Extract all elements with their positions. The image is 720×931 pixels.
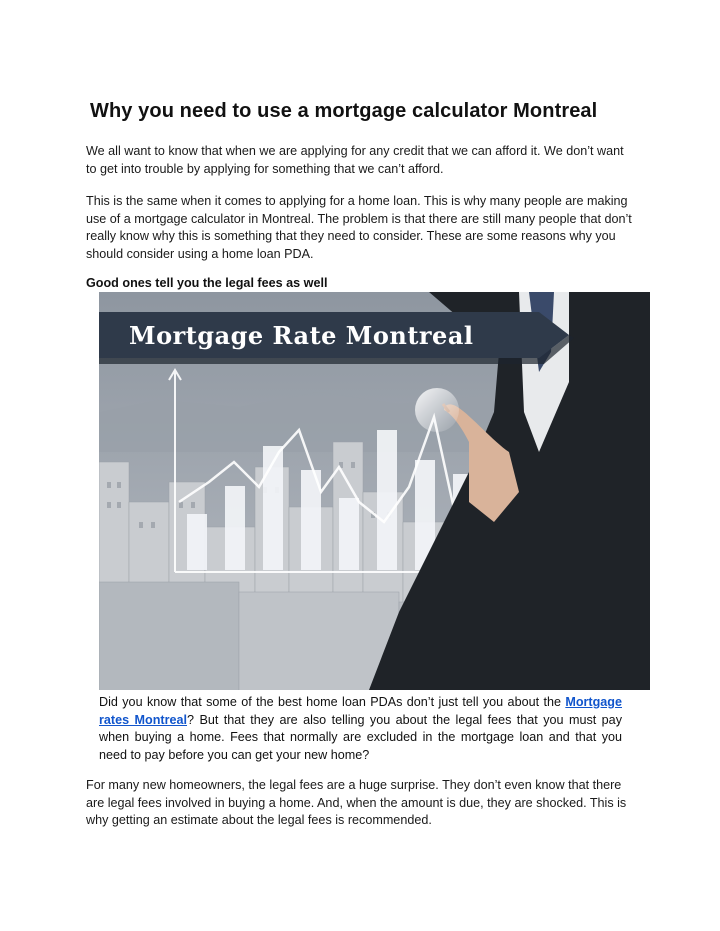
paragraph-3-before: Did you know that some of the best home loan PDAs don’t just tell you about the: [99, 695, 566, 709]
paragraph-4: For many new homeowners, the legal fees are a huge surprise. They don’t even know that there are legal fees involved in buying a home. And, when the amount is due, they are shocked. This is why getting an estimate about the legal fees is recommended.: [86, 778, 627, 828]
mortgage-rates-link[interactable]: Mortgage rates Montreal: [99, 695, 622, 727]
subheading: Good ones tell you the legal fees as well: [86, 276, 328, 290]
chart-bar: [339, 498, 359, 570]
chart-bar: [377, 430, 397, 570]
chart-bar: [225, 486, 245, 570]
paragraph-3: [99, 694, 622, 764]
hero-image: [99, 292, 650, 690]
banner-text: Mortgage Rate Montreal: [129, 321, 474, 350]
chart-bar: [187, 514, 207, 570]
paragraph-1: We all want to know that when we are applying for any credit that we can afford it. We don’t want to get into trouble by applying for something that we can’t afford.: [86, 144, 624, 176]
page-title: Why you need to use a mortgage calculator Montreal: [90, 100, 598, 122]
paragraph-3-after: ? But that they are also telling you about the legal fees that you must pay when buying a home. Fees that normally are excluded in the mortgage loan and that you need to pay before you can get your new home?: [99, 712, 622, 762]
hero-illustration: [99, 292, 650, 690]
paragraph-2: This is the same when it comes to applying for a home loan. This is why many people are making use of a mortgage calculator in Montreal. The problem is that there are still many people that don’t really know why this is something that they need to consider. These are some reasons why you should consider using a home loan PDA.: [86, 194, 632, 261]
